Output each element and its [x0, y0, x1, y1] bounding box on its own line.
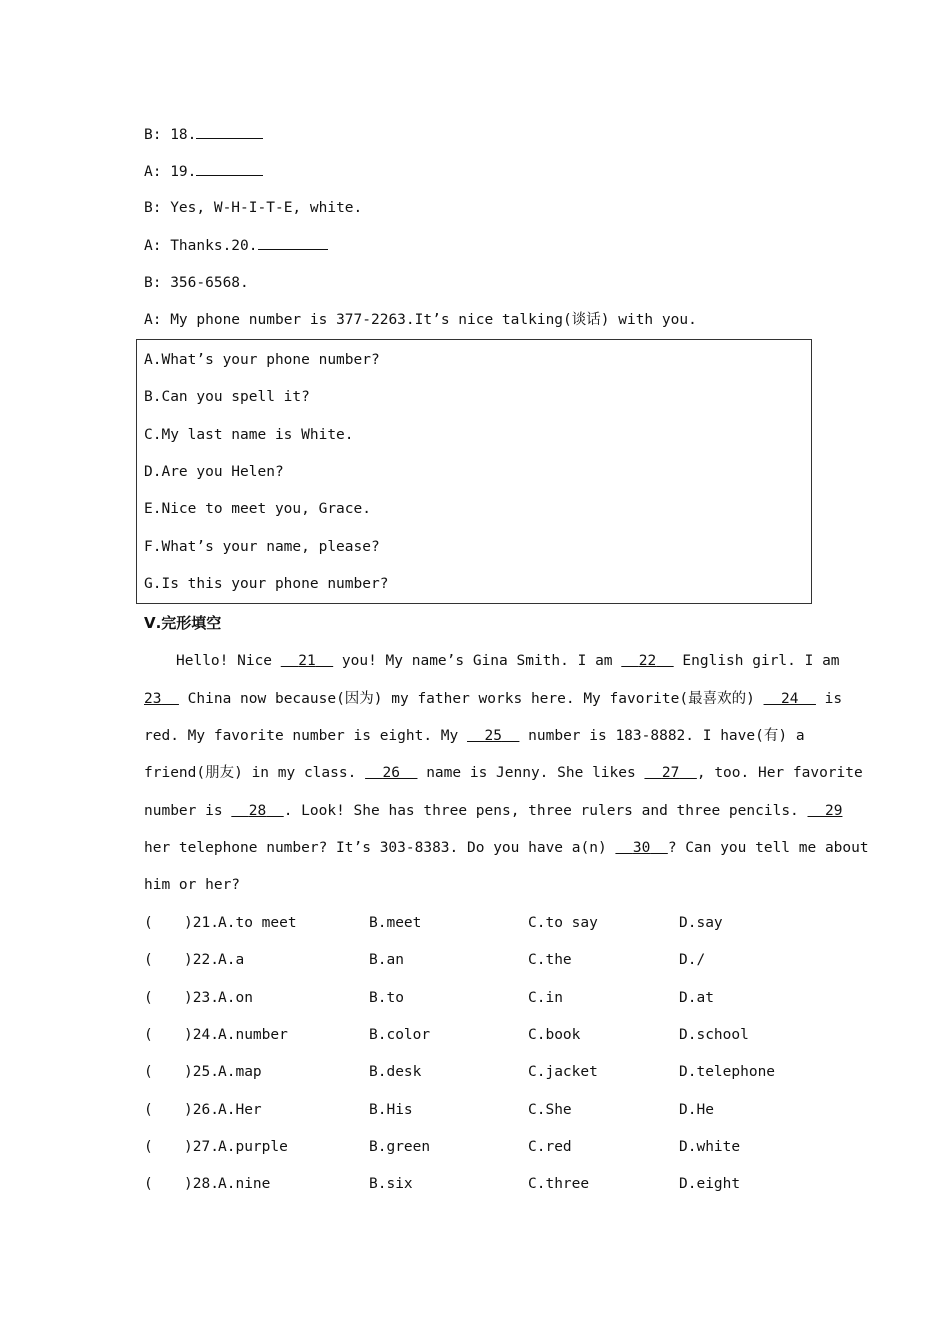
option-e: E.Nice to meet you, Grace. [144, 501, 371, 517]
question-number: )24. [184, 1027, 219, 1043]
passage-line: number is 28 . Look! She has three pens, three rulers and three pencils. 29 [144, 803, 843, 819]
choice-c[interactable]: C.in [528, 990, 563, 1006]
cloze-blank-30[interactable]: 30 [632, 840, 651, 856]
choice-d[interactable]: D.at [679, 990, 714, 1006]
passage-line: Hello! Nice 21 you! My name’s Gina Smith. I am 22 English girl. I am [176, 653, 840, 669]
question-row [144, 1062, 806, 1082]
choice-c[interactable]: C.book [528, 1027, 581, 1043]
option-b: B.Can you spell it? [144, 389, 310, 405]
choice-c[interactable]: C.three [528, 1176, 590, 1192]
answer-blank[interactable] [196, 124, 263, 139]
choice-a[interactable]: A.to meet [218, 915, 297, 931]
choice-b[interactable]: B.six [369, 1176, 413, 1192]
choice-d[interactable]: D./ [679, 952, 706, 968]
answer-paren[interactable]: ( [144, 1139, 153, 1155]
question-row [144, 1137, 806, 1157]
question-number: )25. [184, 1064, 219, 1080]
question-number: )28. [184, 1176, 219, 1192]
cloze-blank-26[interactable]: 26 [382, 765, 400, 781]
question-row [144, 1174, 806, 1194]
choice-b[interactable]: B.to [369, 990, 404, 1006]
answer-paren[interactable]: ( [144, 990, 153, 1006]
passage-line: red. My favorite number is eight. My 25 number is 183-8882. I have(有) a [144, 728, 805, 744]
choice-d[interactable]: D.say [679, 915, 723, 931]
choice-c[interactable]: C.red [528, 1139, 572, 1155]
question-number: )22. [184, 952, 219, 968]
choice-d[interactable]: D.telephone [679, 1064, 776, 1080]
option-c: C.My last name is White. [144, 427, 354, 443]
choice-a[interactable]: A.number [218, 1027, 288, 1043]
question-row [144, 1100, 806, 1120]
cloze-blank-27[interactable]: 27 [661, 765, 680, 781]
choice-b[interactable]: B.desk [369, 1064, 422, 1080]
choice-c[interactable]: C.jacket [528, 1064, 598, 1080]
cloze-blank-21[interactable]: 21 [298, 653, 316, 669]
dialogue-line-19: A: 19. [144, 161, 263, 182]
question-number: )21. [184, 915, 219, 931]
choice-d[interactable]: D.white [679, 1139, 741, 1155]
choice-b[interactable]: B.His [369, 1102, 413, 1118]
passage-line: friend(朋友) in my class. 26 name is Jenny. She likes 27 , too. Her favorite [144, 765, 863, 781]
cloze-blank-28[interactable]: 28 [248, 803, 267, 819]
passage-line: her telephone number? It’s 303-8383. Do you have a(n) 30 ? Can you tell me about [144, 840, 869, 856]
choice-a[interactable]: A.on [218, 990, 253, 1006]
choice-c[interactable]: C.She [528, 1102, 572, 1118]
choice-a[interactable]: A.a [218, 952, 245, 968]
question-number: )23. [184, 990, 219, 1006]
choice-b[interactable]: B.an [369, 952, 404, 968]
answer-paren[interactable]: ( [144, 952, 153, 968]
cloze-blank-23[interactable]: 23 [144, 691, 162, 707]
question-number: )26. [184, 1102, 219, 1118]
question-number: )27. [184, 1139, 219, 1155]
cloze-blank-22[interactable]: 22 [638, 653, 657, 669]
question-row [144, 950, 806, 970]
option-g: G.Is this your phone number? [144, 576, 389, 592]
choice-a[interactable]: A.nine [218, 1176, 271, 1192]
choice-a[interactable]: A.Her [218, 1102, 262, 1118]
dialogue-line-20: A: Thanks.20. [144, 235, 328, 256]
question-row [144, 913, 806, 933]
choice-b[interactable]: B.color [369, 1027, 431, 1043]
choice-d[interactable]: D.eight [679, 1176, 741, 1192]
dialogue-line: A: My phone number is 377-2263.It’s nice talking(谈话) with you. [144, 312, 697, 328]
passage-line: 23 China now because(因为) my father works here. My favorite(最喜欢的) 24 is [144, 691, 843, 707]
dialogue-line-18: B: 18. [144, 124, 263, 145]
answer-paren[interactable]: ( [144, 1064, 153, 1080]
question-row [144, 988, 806, 1008]
dialogue-line: B: Yes, W-H-I-T-E, white. [144, 200, 363, 216]
choice-d[interactable]: D.school [679, 1027, 749, 1043]
choice-c[interactable]: C.to say [528, 915, 598, 931]
answer-paren[interactable]: ( [144, 915, 153, 931]
option-a: A.What’s your phone number? [144, 352, 380, 368]
answer-blank[interactable] [196, 161, 263, 176]
answer-paren[interactable]: ( [144, 1102, 153, 1118]
choice-a[interactable]: A.purple [218, 1139, 288, 1155]
choice-a[interactable]: A.map [218, 1064, 262, 1080]
section-title: Ⅴ.完形填空 [144, 614, 222, 632]
answer-blank[interactable] [258, 235, 328, 250]
option-f: F.What’s your name, please? [144, 539, 380, 555]
question-row [144, 1025, 806, 1045]
cloze-blank-29[interactable]: 29 [824, 803, 843, 819]
choice-d[interactable]: D.He [679, 1102, 714, 1118]
choice-c[interactable]: C.the [528, 952, 572, 968]
passage-line: him or her? [144, 877, 241, 893]
cloze-blank-25[interactable]: 25 [484, 728, 502, 744]
dialogue-line: B: 356-6568. [144, 275, 249, 291]
answer-paren[interactable]: ( [144, 1027, 153, 1043]
option-d: D.Are you Helen? [144, 464, 284, 480]
cloze-blank-24[interactable]: 24 [781, 691, 799, 707]
choice-b[interactable]: B.green [369, 1139, 431, 1155]
answer-paren[interactable]: ( [144, 1176, 153, 1192]
choice-b[interactable]: B.meet [369, 915, 422, 931]
